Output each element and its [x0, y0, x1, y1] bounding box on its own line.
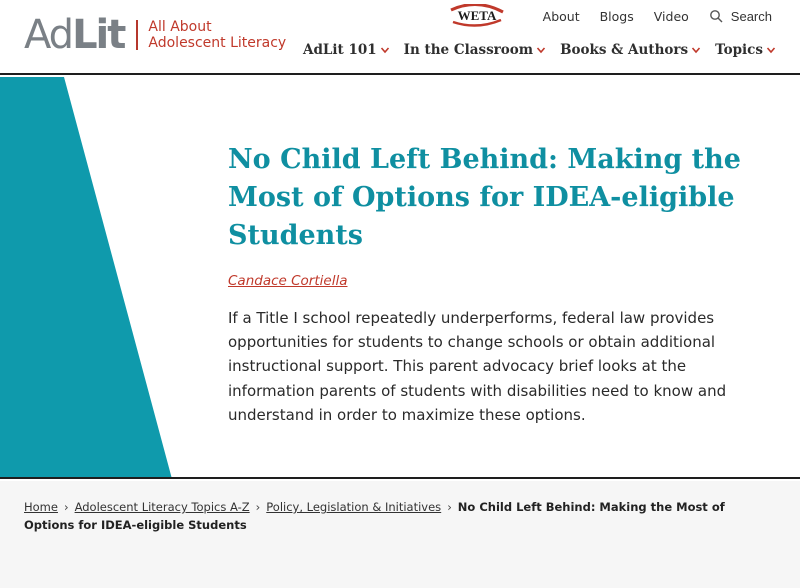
nav-topics-label: Topics — [715, 42, 763, 58]
weta-label: WETA — [457, 8, 497, 23]
tagline-line2: Adolescent Literacy — [148, 35, 287, 51]
nav-classroom-label: In the Classroom — [403, 42, 534, 58]
video-link[interactable]: Video — [653, 8, 689, 24]
nav-in-the-classroom[interactable] — [404, 42, 546, 58]
site-logo[interactable] — [24, 12, 286, 58]
main-nav — [289, 42, 776, 58]
nav-books-authors[interactable] — [560, 42, 701, 58]
nav-books-label: Books & Authors — [560, 42, 689, 58]
breadcrumb-home[interactable]: Home — [24, 500, 58, 514]
logo-tagline — [148, 19, 286, 51]
tagline-line1: All About — [148, 19, 212, 35]
breadcrumb-policy[interactable]: Policy, Legislation & Initiatives — [266, 500, 442, 514]
search-button[interactable] — [709, 9, 772, 24]
weta-logo[interactable] — [449, 4, 505, 28]
hero-teal-shape — [0, 77, 180, 479]
breadcrumb-current: No Child Left Behind: Making the Most of Options for IDEA-eligible Students — [24, 500, 725, 532]
chevron-down-icon — [766, 45, 776, 55]
chevron-right-icon: › — [63, 500, 69, 514]
nav-adlit101-label: AdLit 101 — [303, 42, 377, 58]
nav-adlit101[interactable] — [303, 42, 390, 58]
author-link[interactable]: Candace Cortiella — [228, 273, 348, 289]
breadcrumb — [24, 498, 779, 534]
article-summary: If a Title I school repeatedly underperforms, federal law provides opportunities for students to change schools or obtain additional instructional support. This parent advocacy brief looks at the information parents of students with disabilities need to know and understand in order to maximize these options. — [228, 309, 727, 424]
blogs-link[interactable]: Blogs — [599, 8, 634, 24]
logo-lit: Lit — [72, 12, 125, 58]
utility-nav — [449, 4, 772, 28]
site-header — [0, 0, 800, 75]
chevron-down-icon — [691, 45, 701, 55]
search-icon — [709, 9, 723, 23]
search-label: Search — [730, 8, 772, 24]
breadcrumb-area — [0, 481, 800, 588]
nav-topics[interactable] — [715, 42, 776, 58]
about-link[interactable]: About — [542, 8, 580, 24]
breadcrumb-topics[interactable]: Adolescent Literacy Topics A-Z — [74, 500, 250, 514]
article-title: No Child Left Behind: Making the Most of Options for IDEA-eligible Students — [228, 144, 741, 251]
article-header — [228, 141, 773, 427]
chevron-down-icon — [380, 45, 390, 55]
logo-ad: Ad — [24, 12, 73, 58]
chevron-right-icon: › — [255, 500, 261, 514]
chevron-down-icon — [536, 45, 546, 55]
logo-divider — [136, 20, 138, 50]
chevron-right-icon: › — [447, 500, 452, 514]
article-hero — [0, 77, 800, 479]
